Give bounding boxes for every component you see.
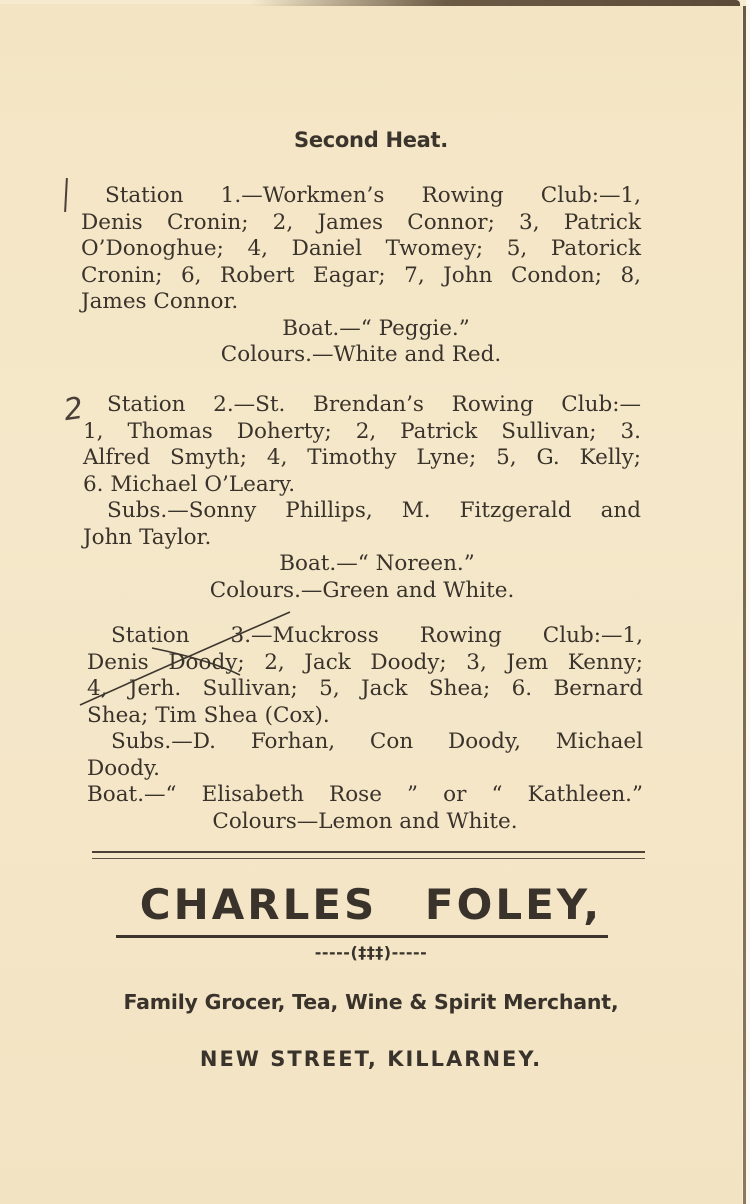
station-3-boat: Boat.—“ Elisabeth Rose ” or “ Kathleen.” [87, 782, 643, 807]
station-2-line-1: Station 2.—St. Brendan’s Rowing Club:— [107, 392, 641, 417]
station-2-line-4: 6. Michael O’Leary. [83, 471, 296, 497]
station-2-colours: Colours.—Green and White. [209, 577, 515, 603]
station-3-colours: Colours—Lemon and White. [212, 808, 518, 834]
station-3-line-2: Denis Doody; 2, Jack Doody; 3, Jem Kenny; [87, 649, 643, 675]
station-3-line-3: 4, Jerh. Sullivan; 5, Jack Shea; 6. Bernard [87, 676, 643, 701]
advert-merchant-name: CHARLES FOLEY, [139, 880, 603, 929]
double-rule-divider [92, 851, 645, 859]
station-3-subs-2: Doody. [87, 755, 161, 781]
station-3-line-1: Station 3.—Muckross Rowing Club:—1, [111, 623, 643, 648]
station-2-line-3: Alfred Smyth; 4, Timothy Lyne; 5, G. Kelly; [83, 445, 641, 470]
station-2-subs-1: Subs.—Sonny Phillips, M. Fitzgerald and [107, 498, 641, 523]
station-1-line-2: Denis Cronin; 2, James Connor; 3, Patrick [81, 209, 641, 235]
station-1-line-1: Station 1.—Workmen’s Rowing Club:—1, [105, 183, 641, 208]
advert-trade: Family Grocer, Tea, Wine & Spirit Merchant, [123, 990, 619, 1014]
ornament-divider: -----(‡‡‡)----- [314, 943, 428, 962]
station-2-boat: Boat.—“ Noreen.” [279, 551, 475, 576]
station-1-boat: Boat.—“ Peggie.” [282, 315, 470, 341]
station-1-line-5: James Connor. [81, 289, 239, 314]
station-1-colours: Colours.—White and Red. [220, 342, 502, 367]
station-1-line-3: O’Donoghue; 4, Daniel Twomey; 5, Patorick [81, 236, 641, 261]
station-3-line-4: Shea; Tim Shea (Cox). [87, 702, 330, 728]
station-2-line-2: 1, Thomas Doherty; 2, Patrick Sullivan; 3. [83, 418, 641, 444]
heat-title: Second Heat. [294, 128, 448, 152]
station-3-subs-1: Subs.—D. Forhan, Con Doody, Michael [111, 729, 643, 754]
advert-address: NEW STREET, KILLARNEY. [199, 1047, 543, 1071]
station-1-line-4: Cronin; 6, Robert Eagar; 7, John Condon; 8, [81, 262, 641, 288]
underline-rule [116, 935, 608, 938]
station-2-subs-2: John Taylor. [83, 524, 212, 550]
handwritten-mark-2: 2 [61, 390, 86, 429]
